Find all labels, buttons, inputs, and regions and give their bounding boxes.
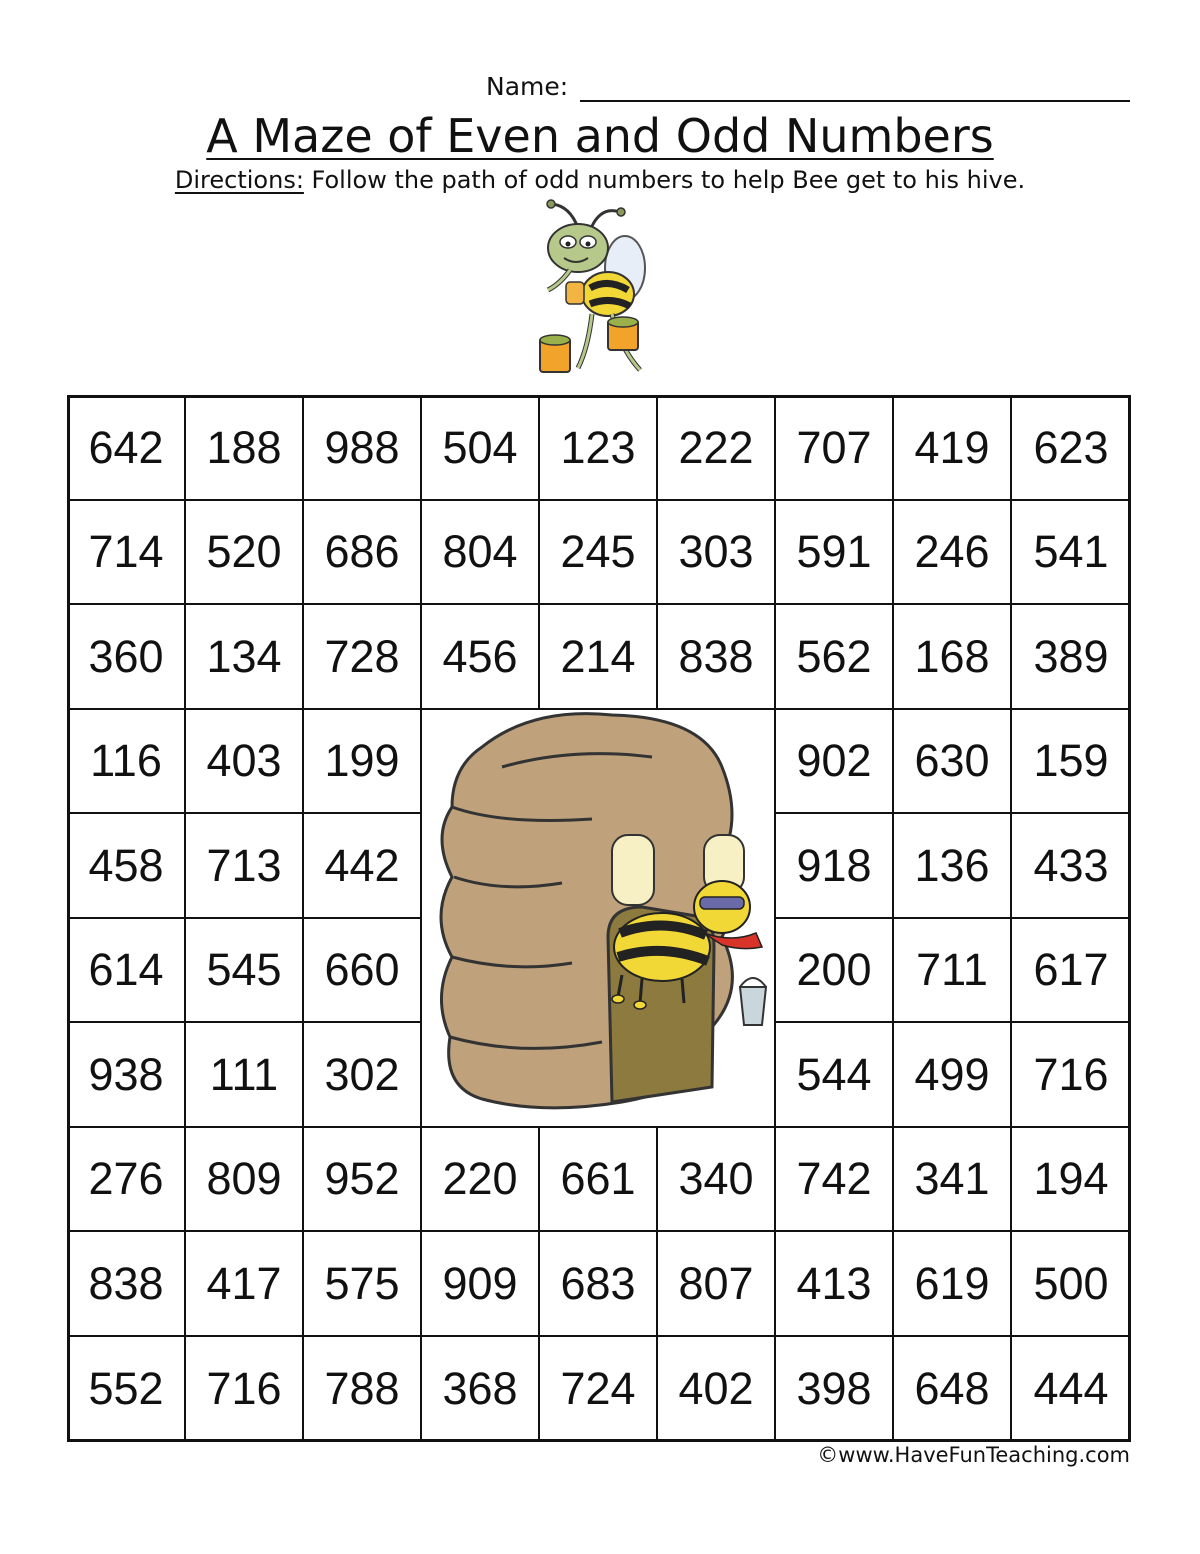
maze-cell[interactable]: 214 [560, 630, 636, 682]
maze-cell[interactable]: 630 [914, 735, 990, 786]
maze-cell[interactable]: 623 [1033, 421, 1109, 473]
maze-cell[interactable]: 545 [206, 944, 282, 995]
maze-cell[interactable]: 541 [1033, 526, 1109, 577]
directions-label: Directions: [174, 166, 304, 194]
maze-cell[interactable]: 246 [914, 526, 990, 577]
directions [0, 164, 1200, 196]
maze-cell[interactable]: 134 [206, 630, 282, 682]
maze-cell[interactable]: 562 [796, 630, 872, 682]
maze-cell[interactable]: 368 [442, 1363, 518, 1414]
maze-cell[interactable]: 591 [796, 526, 872, 577]
maze-cell[interactable]: 918 [796, 839, 872, 891]
maze-cell[interactable]: 788 [324, 1363, 400, 1414]
beehive-illustration [422, 707, 774, 1125]
maze-cell[interactable]: 389 [1033, 630, 1109, 682]
maze-cell[interactable]: 194 [1033, 1153, 1109, 1204]
maze-cell[interactable]: 168 [914, 630, 990, 682]
maze-cell[interactable]: 838 [88, 1257, 164, 1309]
title-text: A Maze of Even and Odd Numbers [206, 109, 994, 163]
maze-cell[interactable]: 402 [678, 1363, 754, 1414]
maze-cell[interactable]: 419 [914, 421, 990, 473]
maze-cell[interactable]: 714 [88, 526, 164, 577]
page-title [0, 108, 1200, 164]
directions-text: Follow the path of odd numbers to help Bee get to his hive. [303, 166, 1026, 194]
maze-cell[interactable]: 500 [1033, 1257, 1109, 1309]
maze-cell[interactable]: 341 [914, 1153, 990, 1204]
maze-cell[interactable]: 442 [324, 839, 400, 891]
maze-cell[interactable]: 617 [1033, 944, 1109, 995]
maze-cell[interactable]: 660 [324, 944, 400, 995]
maze-cell[interactable]: 111 [209, 1048, 279, 1100]
maze-cell[interactable]: 552 [88, 1363, 164, 1414]
maze-cell[interactable]: 456 [442, 630, 518, 682]
maze-cell[interactable]: 302 [324, 1048, 400, 1100]
maze-cell[interactable]: 988 [324, 421, 400, 473]
maze-cell[interactable]: 724 [560, 1363, 636, 1414]
maze-cell[interactable]: 413 [796, 1257, 872, 1309]
maze-cell[interactable]: 520 [206, 526, 282, 577]
maze-cell[interactable]: 661 [560, 1153, 636, 1204]
maze-cell[interactable]: 728 [324, 630, 400, 682]
maze-cell[interactable]: 417 [206, 1257, 282, 1309]
maze-cell[interactable]: 686 [324, 526, 400, 577]
maze-cell[interactable]: 222 [678, 421, 754, 473]
maze-cell[interactable]: 199 [324, 735, 400, 786]
maze-cell[interactable]: 200 [796, 944, 872, 995]
maze-cell[interactable]: 116 [90, 735, 162, 786]
maze-cell[interactable]: 433 [1033, 839, 1109, 891]
maze-cell[interactable]: 276 [88, 1153, 164, 1204]
maze-cell[interactable]: 952 [324, 1153, 400, 1204]
maze-cell[interactable]: 683 [560, 1257, 636, 1309]
maze-cell[interactable]: 136 [914, 839, 990, 891]
maze-cell[interactable]: 716 [1033, 1048, 1109, 1100]
maze-cell[interactable]: 707 [796, 421, 872, 473]
maze-cell[interactable]: 544 [796, 1048, 872, 1100]
maze-cell[interactable]: 575 [324, 1257, 400, 1309]
maze-cell[interactable]: 303 [678, 526, 754, 577]
maze-cell[interactable]: 902 [796, 735, 872, 786]
maze-cell[interactable]: 909 [442, 1257, 518, 1309]
maze-cell[interactable]: 619 [914, 1257, 990, 1309]
maze-cell[interactable]: 340 [678, 1153, 754, 1204]
maze-cell[interactable]: 742 [796, 1153, 872, 1204]
maze-cell[interactable]: 220 [442, 1153, 518, 1204]
maze-cell[interactable]: 648 [914, 1363, 990, 1414]
maze-cell[interactable]: 807 [678, 1257, 754, 1309]
maze-cell[interactable]: 398 [796, 1363, 872, 1414]
maze-cell[interactable]: 458 [88, 839, 164, 891]
maze-cell[interactable]: 360 [88, 630, 164, 682]
maze-cell[interactable]: 716 [206, 1363, 282, 1414]
maze-cell[interactable]: 188 [206, 421, 282, 473]
maze-cell[interactable]: 499 [914, 1048, 990, 1100]
maze-cell[interactable]: 713 [206, 839, 282, 891]
name-label: Name: [486, 72, 569, 101]
maze-cell[interactable]: 444 [1033, 1363, 1109, 1414]
maze-cell[interactable]: 838 [678, 630, 754, 682]
copyright-footer: ©www.HaveFunTeaching.com [817, 1443, 1130, 1467]
maze-cell[interactable]: 614 [88, 944, 164, 995]
maze-cell[interactable]: 809 [206, 1153, 282, 1204]
maze-cell[interactable]: 403 [206, 735, 282, 786]
maze-cell[interactable]: 504 [442, 421, 518, 473]
maze-cell[interactable]: 711 [916, 944, 988, 995]
maze-cell[interactable]: 938 [88, 1048, 164, 1100]
name-field-line[interactable] [580, 100, 1130, 102]
maze-cell[interactable]: 804 [442, 526, 518, 577]
maze-cell[interactable]: 245 [560, 526, 636, 577]
maze-cell[interactable]: 642 [88, 421, 164, 473]
maze-cell[interactable]: 159 [1033, 735, 1109, 786]
bee-illustration [530, 198, 660, 388]
maze-cell[interactable]: 123 [560, 421, 636, 473]
